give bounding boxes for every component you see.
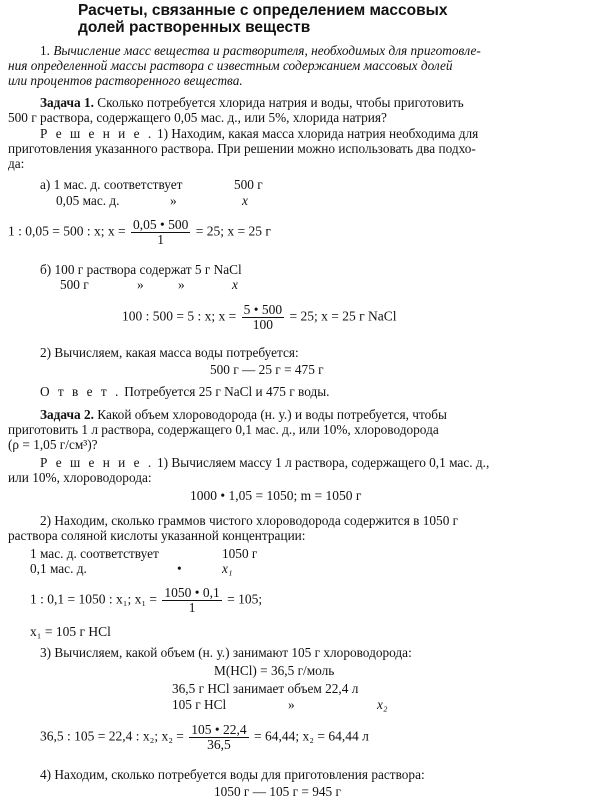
task2-equation1: 1000 • 1,05 = 1050; m = 1050 г	[190, 488, 362, 503]
intro-number: 1.	[40, 43, 50, 58]
task1-a-frac-den: 1	[157, 232, 165, 247]
task1-b-eq-left: 100 : 500 = 5 : x; x =	[122, 308, 237, 324]
task2-v-equation	[40, 723, 369, 752]
section-title-line1: Расчеты, связанные с определением массовых	[78, 2, 448, 19]
task2-label: Задача 2.	[40, 407, 94, 422]
task1-a-frac-num: 0,05 • 500	[132, 217, 189, 232]
task2-step4: 4) Находим, сколько потребуется воды для приготовления раствора:	[40, 767, 425, 782]
intro-line1	[40, 43, 481, 58]
task1-a-line1-left: а) 1 мас. д. соответствует	[40, 177, 183, 192]
task2-sol-text1: 1) Вычисляем массу 1 л раствора, содержащего 0,1 мас. д.,	[157, 455, 490, 470]
task2-sol-line2: или 10%, хлороводорода:	[8, 470, 152, 485]
task1-line2: 500 г раствора, содержащего 0,05 мас. д., или 5%, хлорида натрия?	[8, 110, 387, 125]
task2-solution-line1	[40, 455, 489, 470]
task1-b-line1: б) 100 г раствора содержат 5 г NaCl	[40, 262, 242, 277]
task1-a-line1-right: 500 г	[234, 177, 263, 192]
task1-answer-label: О т в е т .	[40, 384, 121, 399]
task1-b-line2-left: 500 г	[60, 277, 89, 292]
task1-answer	[40, 384, 330, 399]
task1-a-line2-right: x	[242, 193, 248, 208]
task2-p-frac-den: 1	[188, 600, 196, 615]
task2-v-line1: 36,5 г HCl занимает объем 22,4 л	[172, 681, 359, 696]
task1-sol-text1: 1) Находим, какая масса хлорида натрия необходима для	[157, 126, 479, 141]
task2-v-line2-right: x₂	[377, 697, 388, 712]
task2-p-frac-num: 1050 • 0,1	[164, 585, 220, 600]
task1-b-eq-right: = 25; x = 25 г NaCl	[289, 308, 397, 324]
task1-a-eq-left: 1 : 0,05 = 500 : x; x =	[8, 223, 126, 239]
task2-p-fraction	[162, 586, 221, 615]
task1-answer-text: Потребуется 25 г NaCl и 475 г воды.	[124, 384, 330, 399]
task2-heading	[40, 407, 447, 422]
task2-molar-mass: M(HCl) = 36,5 г/моль	[214, 663, 335, 678]
task1-line1: Сколько потребуется хлорида натрия и воды, чтобы приготовить	[97, 95, 464, 110]
task1-solution-label: Р е ш е н и е .	[40, 126, 154, 141]
task2-p-line2-left: 0,1 мас. д.	[30, 561, 87, 576]
task2-v-eq-left: 36,5 : 105 = 22,4 : x₂; x₂ =	[40, 728, 184, 744]
task2-p-line1-right: 1050 г	[222, 546, 258, 561]
task2-line2: приготовить 1 л раствора, содержащего 0,1 мас. д., или 10%, хлороводорода	[8, 422, 439, 437]
task2-step2-line1: 2) Находим, сколько граммов чистого хлороводорода содержится в 1050 г	[40, 513, 459, 528]
task1-step2-equation: 500 г — 25 г = 475 г	[210, 362, 324, 377]
task1-solution-line1	[40, 126, 478, 141]
task2-solution-label: Р е ш е н и е .	[40, 455, 154, 470]
task1-b-equation	[122, 303, 396, 332]
task1-b-line2-q1: »	[137, 277, 144, 292]
task2-p-eq-left: 1 : 0,1 = 1050 : x₁; x₁ =	[30, 591, 158, 607]
task2-p-line2-right: x₁	[222, 561, 233, 576]
task1-heading	[40, 95, 464, 110]
task2-v-fraction	[189, 723, 248, 752]
intro-line2: ния определенной массы раствора с известным содержанием массовых долей	[8, 58, 453, 73]
task2-line3: (ρ = 1,05 г/см³)?	[8, 437, 98, 452]
task2-step2-line2: раствора соляной кислоты указанной концентрации:	[8, 528, 306, 543]
task2-v-frac-den: 36,5	[207, 737, 231, 752]
task1-a-eq-right: = 25; x = 25 г	[195, 223, 271, 239]
task1-a-line2-mid: »	[170, 193, 177, 208]
task2-step3: 3) Вычисляем, какой объем (н. у.) занимают 105 г хлороводорода:	[40, 645, 412, 660]
intro-text1: Вычисление масс вещества и растворителя, необходимых для приготовле-	[53, 43, 481, 58]
task2-p-line2-mid: •	[177, 561, 182, 576]
task1-b-fraction	[242, 303, 284, 332]
task2-v-frac-num: 105 • 22,4	[191, 722, 247, 737]
task2-v-eq-right: = 64,44; x₂ = 64,44 л	[254, 728, 369, 744]
task2-line1: Какой объем хлороводорода (н. у.) и воды потребуется, чтобы	[97, 407, 447, 422]
task2-step4-equation: 1050 г — 105 г = 945 г	[214, 784, 341, 799]
task2-p-equation	[30, 586, 262, 615]
task1-a-fraction	[131, 218, 190, 247]
task1-b-frac-den: 100	[252, 317, 273, 332]
task2-p-result: x₁ = 105 г HCl	[30, 624, 111, 639]
section-title-line2: долей растворенных веществ	[78, 19, 311, 36]
intro-line3: или процентов растворенного вещества.	[8, 73, 243, 88]
task1-sol-line3: да:	[8, 156, 25, 171]
task2-p-line1-left: 1 мас. д. соответствует	[30, 546, 159, 561]
task1-a-line2-left: 0,05 мас. д.	[56, 193, 120, 208]
task1-step2: 2) Вычисляем, какая масса воды потребуется:	[40, 345, 299, 360]
task2-v-line2-left: 105 г HCl	[172, 697, 227, 712]
task1-b-line2-right: x	[232, 277, 238, 292]
task2-v-line2-mid: »	[288, 697, 295, 712]
task1-b-line2-q2: »	[178, 277, 185, 292]
task1-label: Задача 1.	[40, 95, 94, 110]
task1-b-frac-num: 5 • 500	[243, 302, 283, 317]
task2-p-eq-right: = 105;	[227, 591, 263, 607]
task1-a-equation	[8, 218, 271, 247]
task1-sol-line2: приготовления указанного раствора. При решении можно использовать два подхо-	[8, 141, 476, 156]
